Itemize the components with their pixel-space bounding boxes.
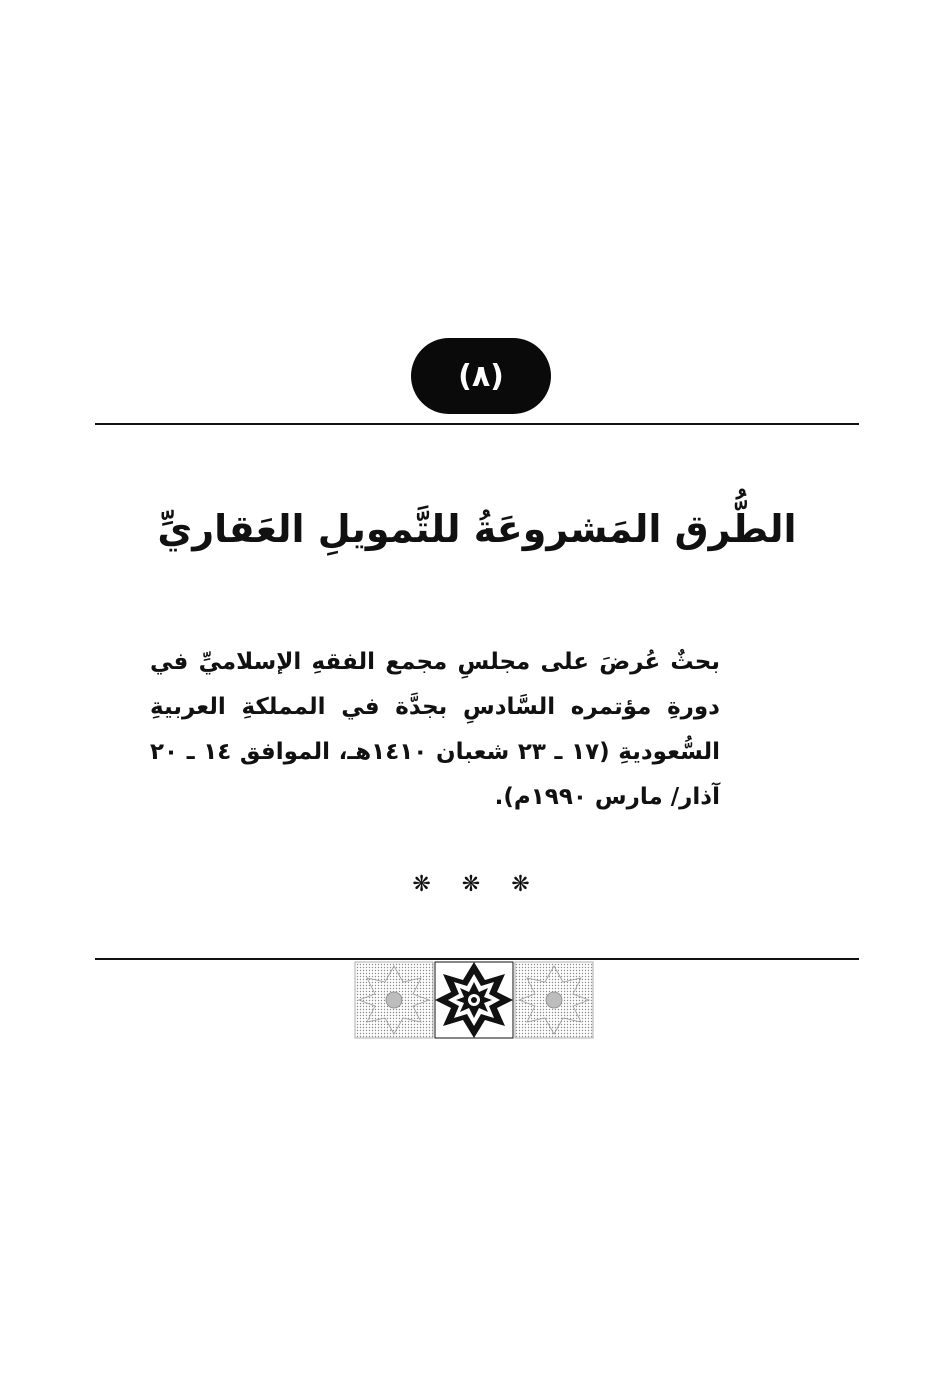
chapter-title: الطُّرق المَشروعَةُ للتَّمويلِ العَقاريِّ <box>157 507 797 551</box>
section-separator: ❋ ❋ ❋ <box>412 872 542 897</box>
geometric-ornament-icon <box>353 960 595 1040</box>
top-divider <box>95 423 859 425</box>
chapter-description: بحثٌ عُرضَ على مجلسِ مجمع الفقهِ الإسلاميِّ في دورةِ مؤتمره السَّادسِ بجدَّة في المملكةِ العربيةِ السُّعوديةِ (١٧ ـ ٢٣ شعبان ١٤١٠هـ، الموافق ١٤ ـ ٢٠ آذار/ مارس ١٩٩٠م). <box>150 649 720 810</box>
chapter-number-badge <box>411 338 551 414</box>
chapter-number: (٨) <box>458 358 504 394</box>
